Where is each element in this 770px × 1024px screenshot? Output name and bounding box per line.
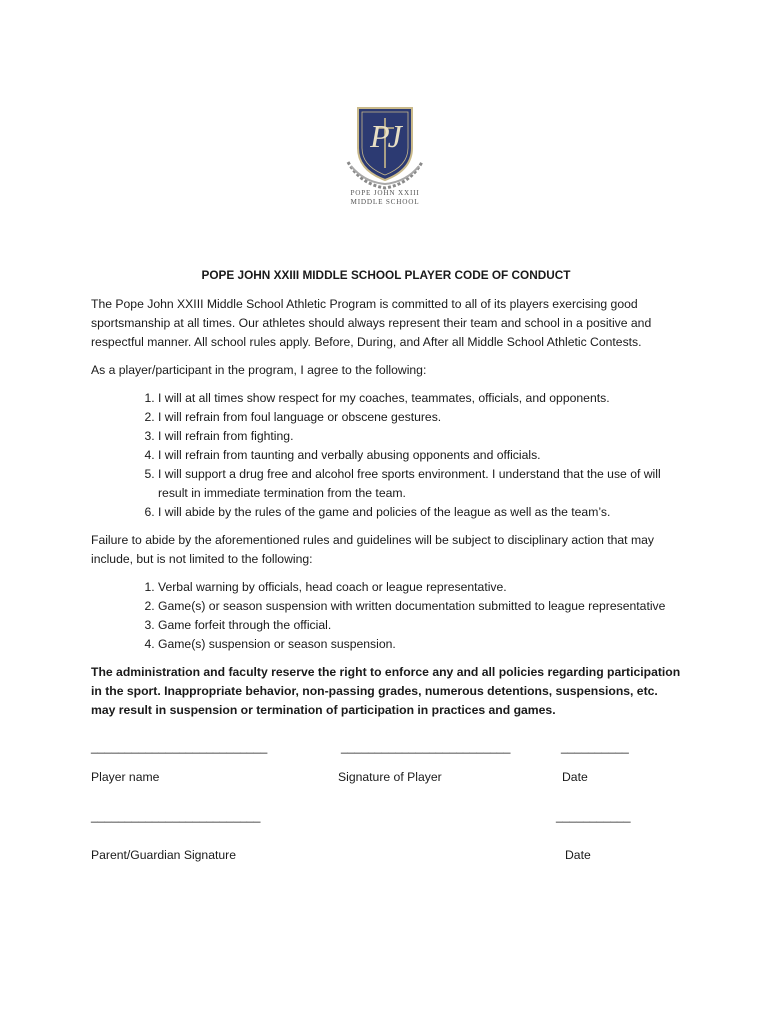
list-item: 4. I will refrain from taunting and verbally abusing opponents and officials. xyxy=(158,446,681,465)
list-item: 5. I will support a drug free and alcohol free sports environment. I understand that the use of will result in immediate termination from the team. xyxy=(158,465,681,503)
signature-lines-row-1 xyxy=(91,738,681,758)
parent-signature-label: Parent/Guardian Signature xyxy=(91,848,236,862)
agree-lead: As a player/participant in the program, I agree to the following: xyxy=(91,363,427,377)
logo-line-2: MIDDLE SCHOOL xyxy=(350,198,420,206)
date-label-1: Date xyxy=(562,770,588,784)
failure-lead: Failure to abide by the aforementioned rules and guidelines will be subject to disciplinary action that may include, but is not limited to the following: xyxy=(91,533,654,566)
player-name-line[interactable]: __________________________ xyxy=(91,740,268,754)
list-item: 1. Verbal warning by officials, head coach or league representative. xyxy=(158,578,681,597)
player-signature-line[interactable]: _________________________ xyxy=(341,740,511,754)
date-label-2: Date xyxy=(565,848,591,862)
parent-signature-line[interactable]: _________________________ xyxy=(91,809,261,823)
document-body xyxy=(91,266,681,866)
list-item: 6. I will abide by the rules of the game and policies of the league as well as the team’s. xyxy=(158,503,681,522)
agreement-list xyxy=(91,389,681,522)
date-line-1[interactable]: __________ xyxy=(561,740,629,754)
player-signature-label: Signature of Player xyxy=(338,770,442,784)
signature-labels-row-2 xyxy=(91,846,681,866)
list-item: 1. I will at all times show respect for my coaches, teammates, officials, and opponents. xyxy=(158,389,681,408)
logo-monogram: PJ xyxy=(370,118,400,154)
admin-statement: The administration and faculty reserve the right to enforce any and all policies regarding participation in the sport. Inappropriate behavior, non-passing grades, numerous detentions, suspensions, etc. may result in suspension or termination of participation in practices and games. xyxy=(91,665,681,717)
list-item: 2. Game(s) or season suspension with written documentation submitted to league representative xyxy=(158,597,681,616)
logo-line-1: POPE JOHN XXIII xyxy=(350,189,420,197)
signature-lines-row-2 xyxy=(91,807,681,827)
page-title: POPE JOHN XXIII MIDDLE SCHOOL PLAYER CODE OF CONDUCT xyxy=(201,268,571,282)
intro-paragraph: The Pope John XXIII Middle School Athletic Program is committed to all of its players exercising good sportsmanship at all times. Our athletes should always represent their team and school in a positive and respectful manner. All school rules apply. Before, During, and After all Middle School Athletic Contests. xyxy=(91,297,652,349)
list-item: 3. Game forfeit through the official. xyxy=(158,616,681,635)
date-line-2[interactable]: ___________ xyxy=(556,809,631,823)
list-item: 2. I will refrain from foul language or obscene gestures. xyxy=(158,408,681,427)
player-name-label: Player name xyxy=(91,770,160,784)
logo-wordmark xyxy=(330,189,440,207)
list-item: 3. I will refrain from fighting. xyxy=(158,427,681,446)
signature-labels-row-1 xyxy=(91,768,681,788)
list-item: 4. Game(s) suspension or season suspension. xyxy=(158,635,681,654)
consequence-list xyxy=(91,578,681,654)
